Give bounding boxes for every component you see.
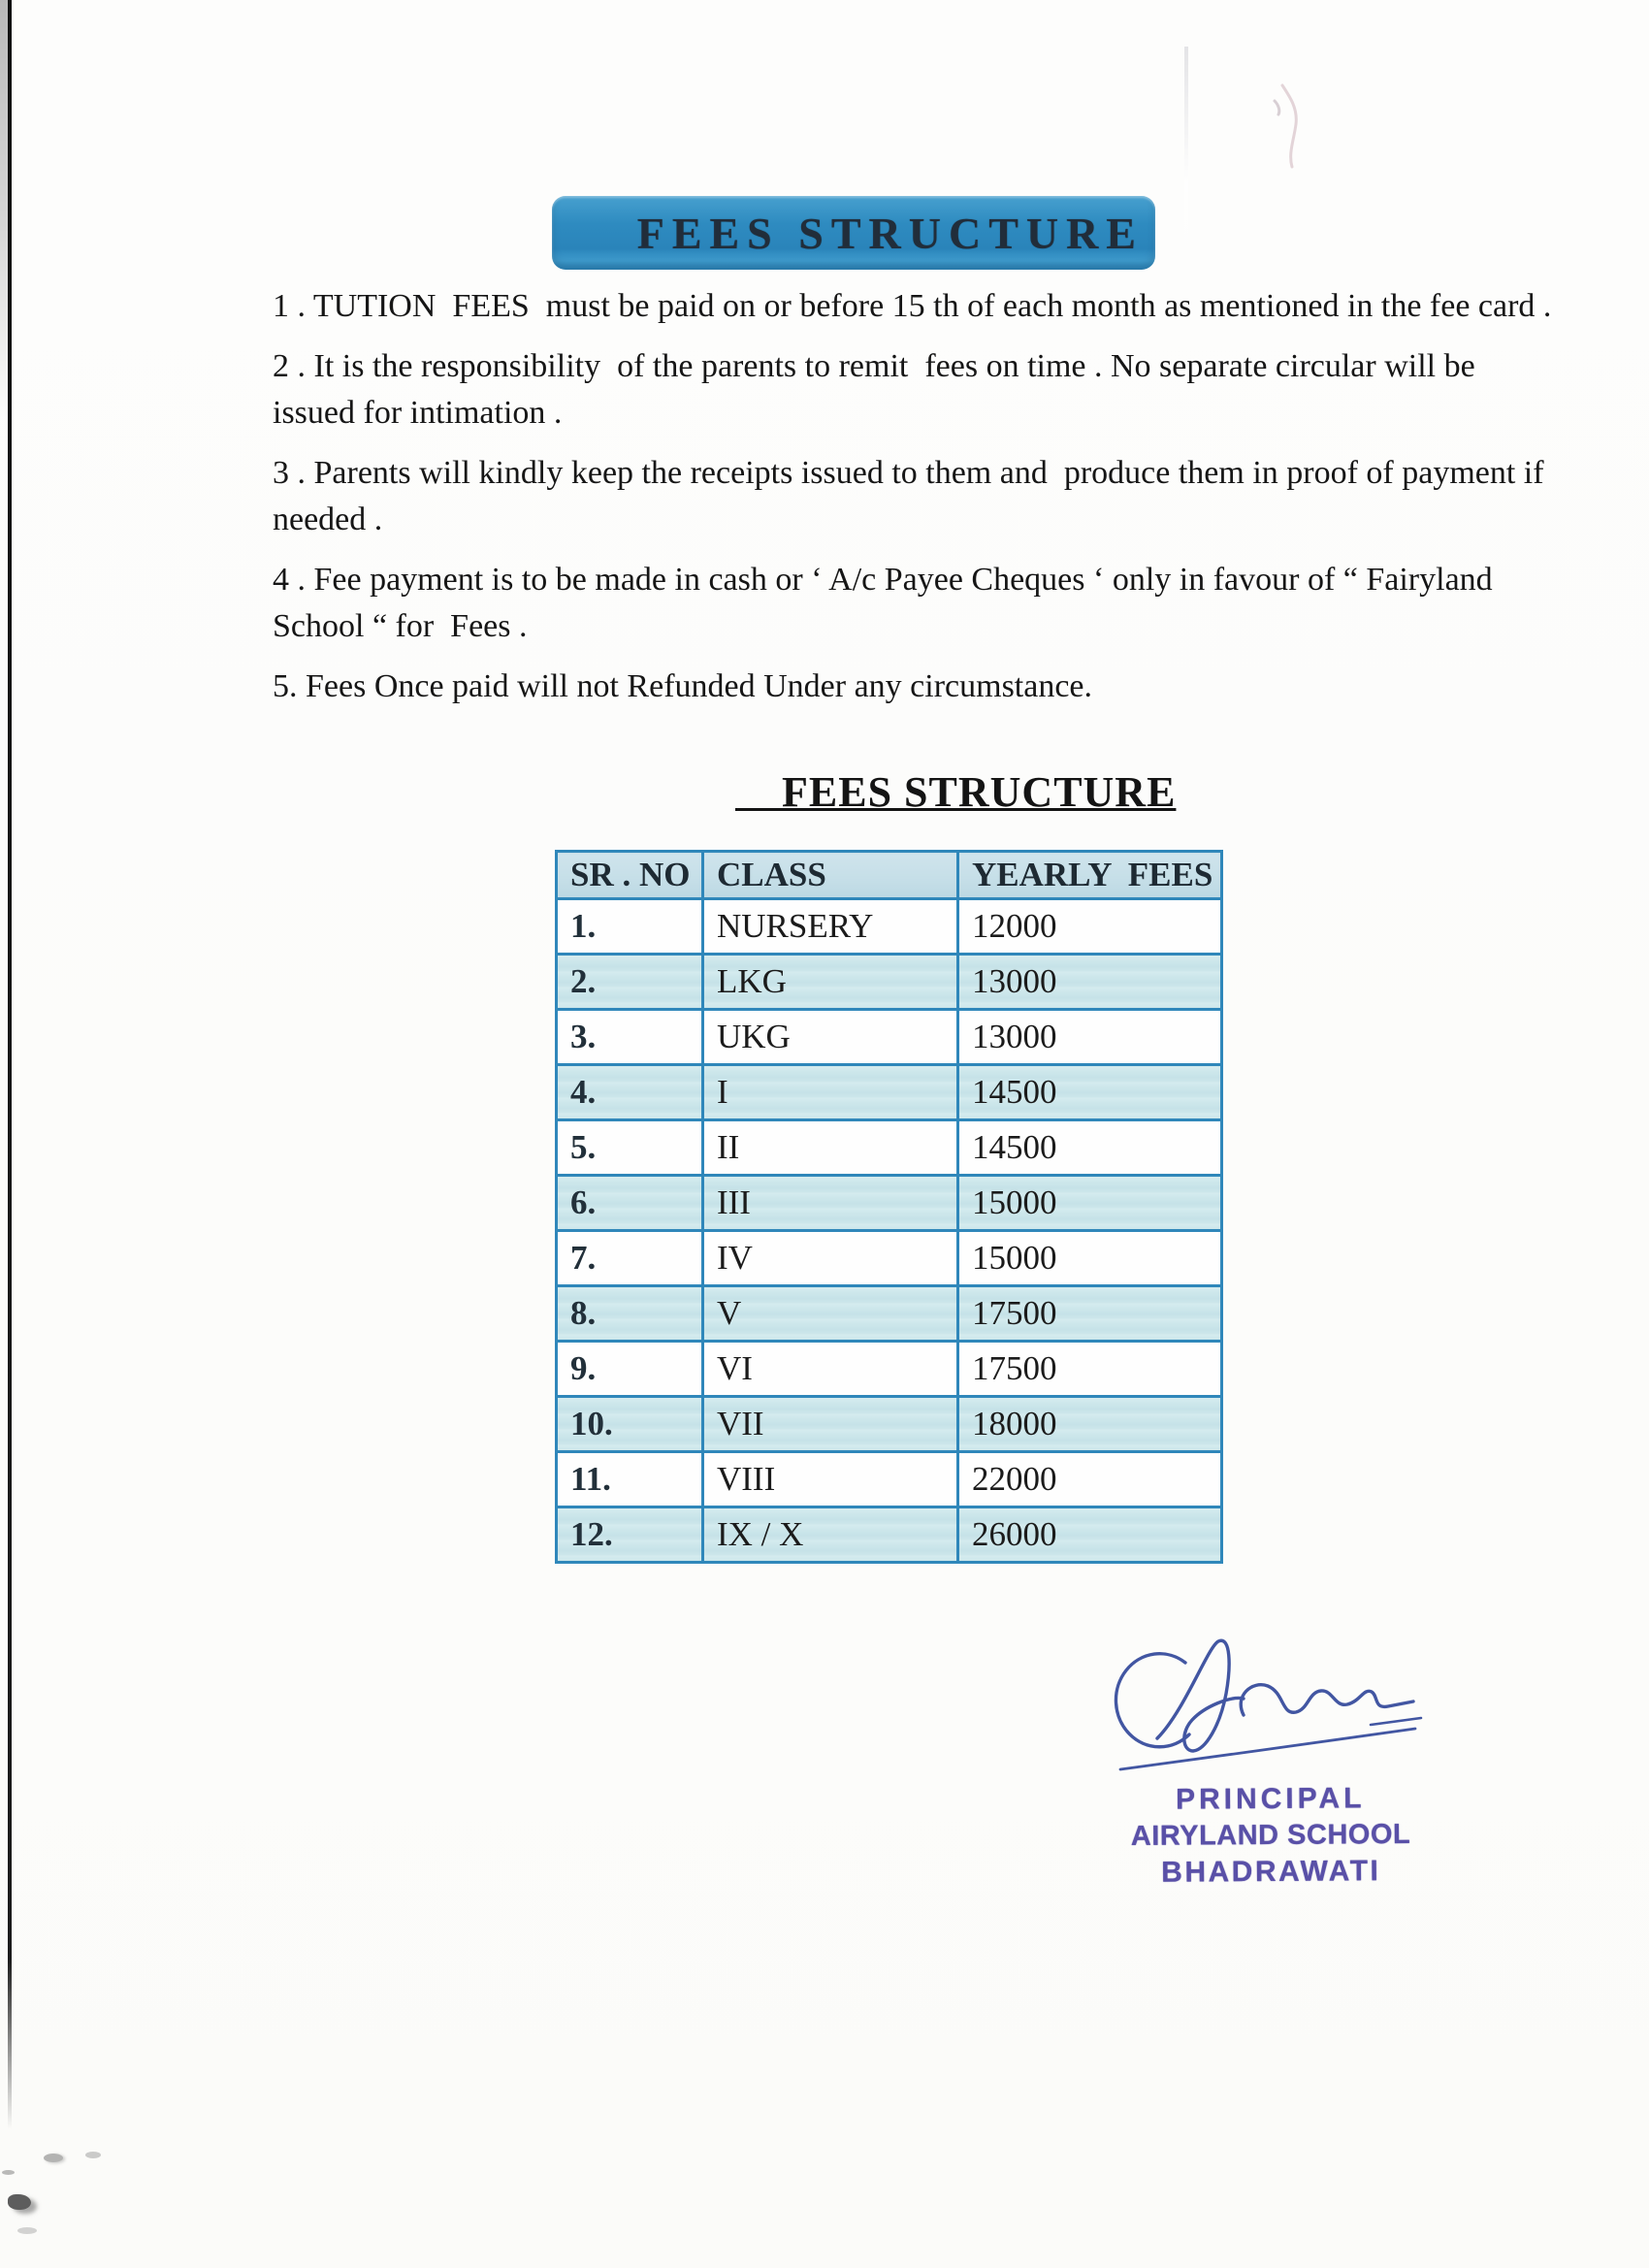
row-yearly-fees: 14500 (958, 1065, 1222, 1120)
stamp-location: BHADRAWATI (1161, 1855, 1381, 1889)
fees-structure-banner (552, 196, 1155, 270)
rule-line: needed . (273, 502, 383, 537)
row-class: II (703, 1120, 958, 1176)
row-class: IV (703, 1231, 958, 1286)
row-yearly-fees: 17500 (958, 1286, 1222, 1342)
row-class: VI (703, 1342, 958, 1397)
row-class: UKG (703, 1010, 958, 1065)
scan-edge-line (8, 0, 12, 2129)
row-yearly-fees: 22000 (958, 1452, 1222, 1507)
fees-table (555, 850, 1223, 1564)
row-yearly-fees: 15000 (958, 1231, 1222, 1286)
fees-table-body (557, 899, 1222, 1563)
pen-mark (1261, 68, 1319, 175)
scan-edge-shadow (0, 0, 8, 417)
col-header-srno: SR . NO (557, 852, 703, 899)
row-yearly-fees: 13000 (958, 955, 1222, 1010)
table-row (557, 1176, 1222, 1231)
scan-smudge (17, 2227, 37, 2234)
rule-paragraph-3 (273, 450, 1572, 543)
scan-smudge (8, 2194, 31, 2210)
section-title-text: FEES STRUCTURE (782, 768, 1177, 816)
table-row (557, 899, 1222, 955)
row-class: LKG (703, 955, 958, 1010)
row-yearly-fees: 13000 (958, 1010, 1222, 1065)
table-row (557, 1397, 1222, 1452)
header-row (557, 852, 1222, 899)
rule-line: 2 . It is the responsibility of the parents to remit fees on time . No separate circular will be (273, 348, 1475, 384)
row-class: IX / X (703, 1507, 958, 1563)
rule-line: issued for intimation . (273, 395, 563, 431)
row-srno: 10. (557, 1397, 703, 1452)
table-row (557, 1231, 1222, 1286)
row-srno: 11. (557, 1452, 703, 1507)
scan-smudge (44, 2154, 63, 2162)
row-srno: 5. (557, 1120, 703, 1176)
scan-smudge (85, 2152, 101, 2158)
row-class: VII (703, 1397, 958, 1452)
row-srno: 6. (557, 1176, 703, 1231)
row-class: III (703, 1176, 958, 1231)
rule-paragraph-2 (273, 343, 1572, 437)
row-yearly-fees: 18000 (958, 1397, 1222, 1452)
table-row (557, 1452, 1222, 1507)
row-class: I (703, 1065, 958, 1120)
fees-table-header (557, 852, 1222, 899)
row-class: NURSERY (703, 899, 958, 955)
banner-title: FEES STRUCTURE (636, 208, 1144, 258)
row-srno: 9. (557, 1342, 703, 1397)
row-yearly-fees: 17500 (958, 1342, 1222, 1397)
row-yearly-fees: 26000 (958, 1507, 1222, 1563)
rule-line: 3 . Parents will kindly keep the receipts issued to them and produce them in proof of payment if (273, 455, 1544, 491)
col-header-yearly-fees: YEARLY FEES (958, 852, 1222, 899)
rule-paragraph-1 (273, 283, 1572, 330)
rule-line: 4 . Fee payment is to be made in cash or ‘ A/c Payee Cheques ‘ only in favour of “ Fairyland (273, 562, 1493, 598)
rule-paragraph-5 (273, 664, 1572, 710)
row-class: VIII (703, 1452, 958, 1507)
stamp-title: PRINCIPAL (1175, 1782, 1366, 1816)
rule-line: School “ for Fees . (273, 608, 528, 644)
row-srno: 8. (557, 1286, 703, 1342)
row-yearly-fees: 15000 (958, 1176, 1222, 1231)
table-row (557, 1342, 1222, 1397)
rule-line: 5. Fees Once paid will not Refunded Under any circumstance. (273, 668, 1093, 704)
table-row (557, 1286, 1222, 1342)
principal-signature (1091, 1622, 1460, 1797)
row-srno: 1. (557, 899, 703, 955)
table-row (557, 1065, 1222, 1120)
row-class: V (703, 1286, 958, 1342)
row-srno: 12. (557, 1507, 703, 1563)
row-yearly-fees: 14500 (958, 1120, 1222, 1176)
rule-line: 1 . TUTION FEES must be paid on or before 15 th of each month as mentioned in the fee card . (273, 288, 1552, 324)
row-srno: 4. (557, 1065, 703, 1120)
table-row (557, 955, 1222, 1010)
col-header-class: CLASS (703, 852, 958, 899)
row-srno: 3. (557, 1010, 703, 1065)
principal-stamp (1116, 1780, 1427, 1891)
row-srno: 2. (557, 955, 703, 1010)
row-srno: 7. (557, 1231, 703, 1286)
paper-crease (1184, 47, 1188, 275)
scan-smudge (2, 2170, 15, 2175)
rules-list (273, 283, 1572, 724)
table-row (557, 1507, 1222, 1563)
table-row (557, 1010, 1222, 1065)
stamp-school-name: AIRYLAND SCHOOL (1130, 1818, 1411, 1853)
row-yearly-fees: 12000 (958, 899, 1222, 955)
rule-paragraph-4 (273, 557, 1572, 650)
table-row (557, 1120, 1222, 1176)
